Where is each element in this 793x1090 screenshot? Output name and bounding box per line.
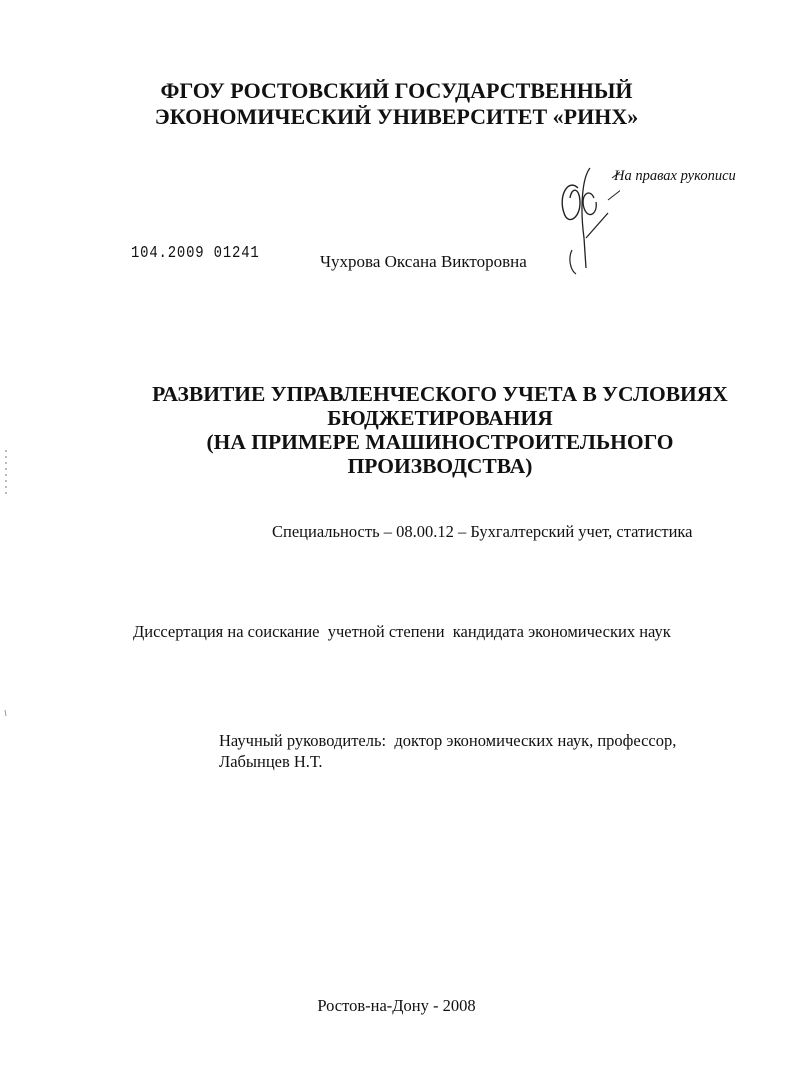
title-line-1: РАЗВИТИЕ УПРАВЛЕНЧЕСКОГО УЧЕТА В УСЛОВИЯХ xyxy=(152,382,728,406)
institution-line-2: ЭКОНОМИЧЕСКИЙ УНИВЕРСИТЕТ «РИНХ» xyxy=(154,104,639,129)
dissertation-title xyxy=(120,382,760,478)
signature xyxy=(550,158,620,283)
title-line-4: ПРОИЗВОДСТВА) xyxy=(347,454,533,478)
dissertation-degree: Диссертация на соискание учетной степени кандидата экономических наук xyxy=(133,622,671,641)
scientific-advisor xyxy=(219,730,676,772)
place-year: Ростов-на-Дону - 2008 xyxy=(317,996,476,1015)
title-line-2: БЮДЖЕТИРОВАНИЯ xyxy=(327,406,553,430)
specialty: Специальность – 08.00.12 – Бухгалтерский учет, статистика xyxy=(272,522,693,541)
institution-header xyxy=(0,78,793,130)
title-line-3: (НА ПРИМЕРЕ МАШИНОСТРОИТЕЛЬНОГО xyxy=(206,430,674,454)
registration-number: 104.2009 01241 xyxy=(131,244,260,263)
scan-edge-marks xyxy=(0,440,12,740)
institution-line-1: ФГОУ РОСТОВСКИЙ ГОСУДАРСТВЕННЫЙ xyxy=(160,78,633,103)
advisor-line-2: Лабынцев Н.Т. xyxy=(219,752,323,771)
author-name: Чухрова Оксана Викторовна xyxy=(320,252,527,271)
advisor-line-1: Научный руководитель: доктор экономических наук, профессор, xyxy=(219,731,677,750)
rights-note: На правах рукописи xyxy=(614,168,736,184)
